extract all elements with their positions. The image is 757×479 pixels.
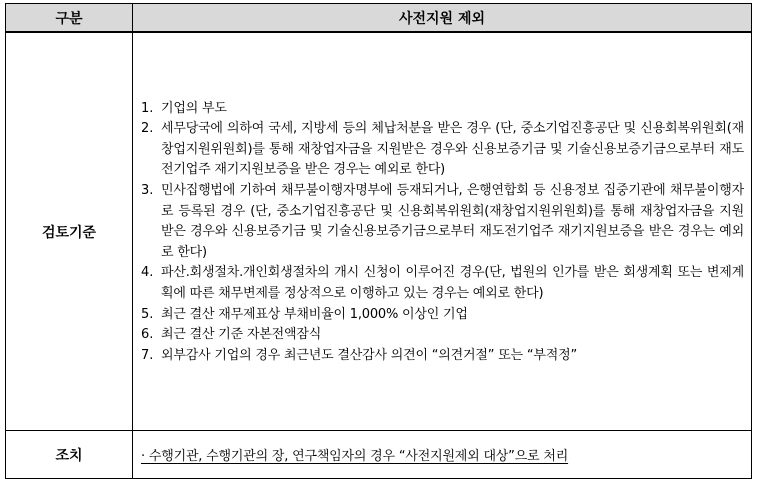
criteria-item <box>141 346 744 367</box>
item-text: 최근 결산 재무제표상 부채비율이 1,000% 이상인 기업 <box>161 306 468 322</box>
exclusion-criteria-table <box>5 3 752 479</box>
action-cell <box>133 431 752 479</box>
criteria-item <box>141 99 744 120</box>
criteria-item <box>141 305 744 326</box>
criteria-cell <box>133 32 752 431</box>
item-number: 1. <box>141 100 154 116</box>
criteria-item <box>141 119 744 181</box>
criteria-item <box>141 181 744 263</box>
item-number: 6. <box>141 327 154 343</box>
criteria-item <box>141 325 744 346</box>
item-text: 파산.회생절차.개인회생절차의 개시 신청이 이루어진 경우(단, 법원의 인가를 받은 회생계획 또는 변제계획에 따른 채무변제를 정상적으로 이행하고 있는 경우는 예외로 한다) <box>161 265 744 301</box>
item-text: 민사집행법에 기하여 채무불이행자명부에 등재되거나, 은행연합회 등 신용정보 집중기관에 채무불이행자로 등록된 경우 (단, 중소기업진흥공단 및 신용회복위원회(재창업지원위원회)를 통해 재창업자금을 지원받은 경우와 신용보증기금 및 기술신용보증기금으로부터 재도전기업주 재기지원보증을 받은 경우는 예외로 한다) <box>161 183 744 260</box>
action-text: · 수행기관, 수행기관의 장, 연구책임자의 경우 “사전지원제외 대상”으로 처리 <box>141 449 569 464</box>
header-exclusion: 사전지원 제외 <box>133 4 752 33</box>
criteria-row <box>6 32 752 431</box>
criteria-label: 검토기준 <box>6 32 133 431</box>
action-row <box>6 431 752 479</box>
header-category: 구분 <box>6 4 133 33</box>
criteria-item <box>141 263 744 304</box>
item-text: 세무당국에 의하여 국세, 지방세 등의 체납처분을 받은 경우 (단, 중소기업진흥공단 및 신용회복위원회(재창업지원위원회)를 통해 재창업자금을 지원받은 경우와 신용보증기금 및 기술신용보증기금으로부터 재도전기업주 재기지원보증을 받은 경우는 예외로 한다) <box>161 121 744 178</box>
item-text: 외부감사 기업의 경우 최근년도 결산감사 의견이 “의견거절” 또는 “부적정” <box>161 347 577 363</box>
item-number: 5. <box>141 306 154 322</box>
item-number: 7. <box>141 347 154 363</box>
item-number: 2. <box>141 121 154 137</box>
item-number: 4. <box>141 265 154 281</box>
item-number: 3. <box>141 183 154 199</box>
item-text: 최근 결산 기준 자본전액잠식 <box>161 327 322 343</box>
table-header-row <box>6 4 752 33</box>
item-text: 기업의 부도 <box>161 100 227 116</box>
criteria-list <box>141 99 744 367</box>
action-label: 조치 <box>6 431 133 479</box>
